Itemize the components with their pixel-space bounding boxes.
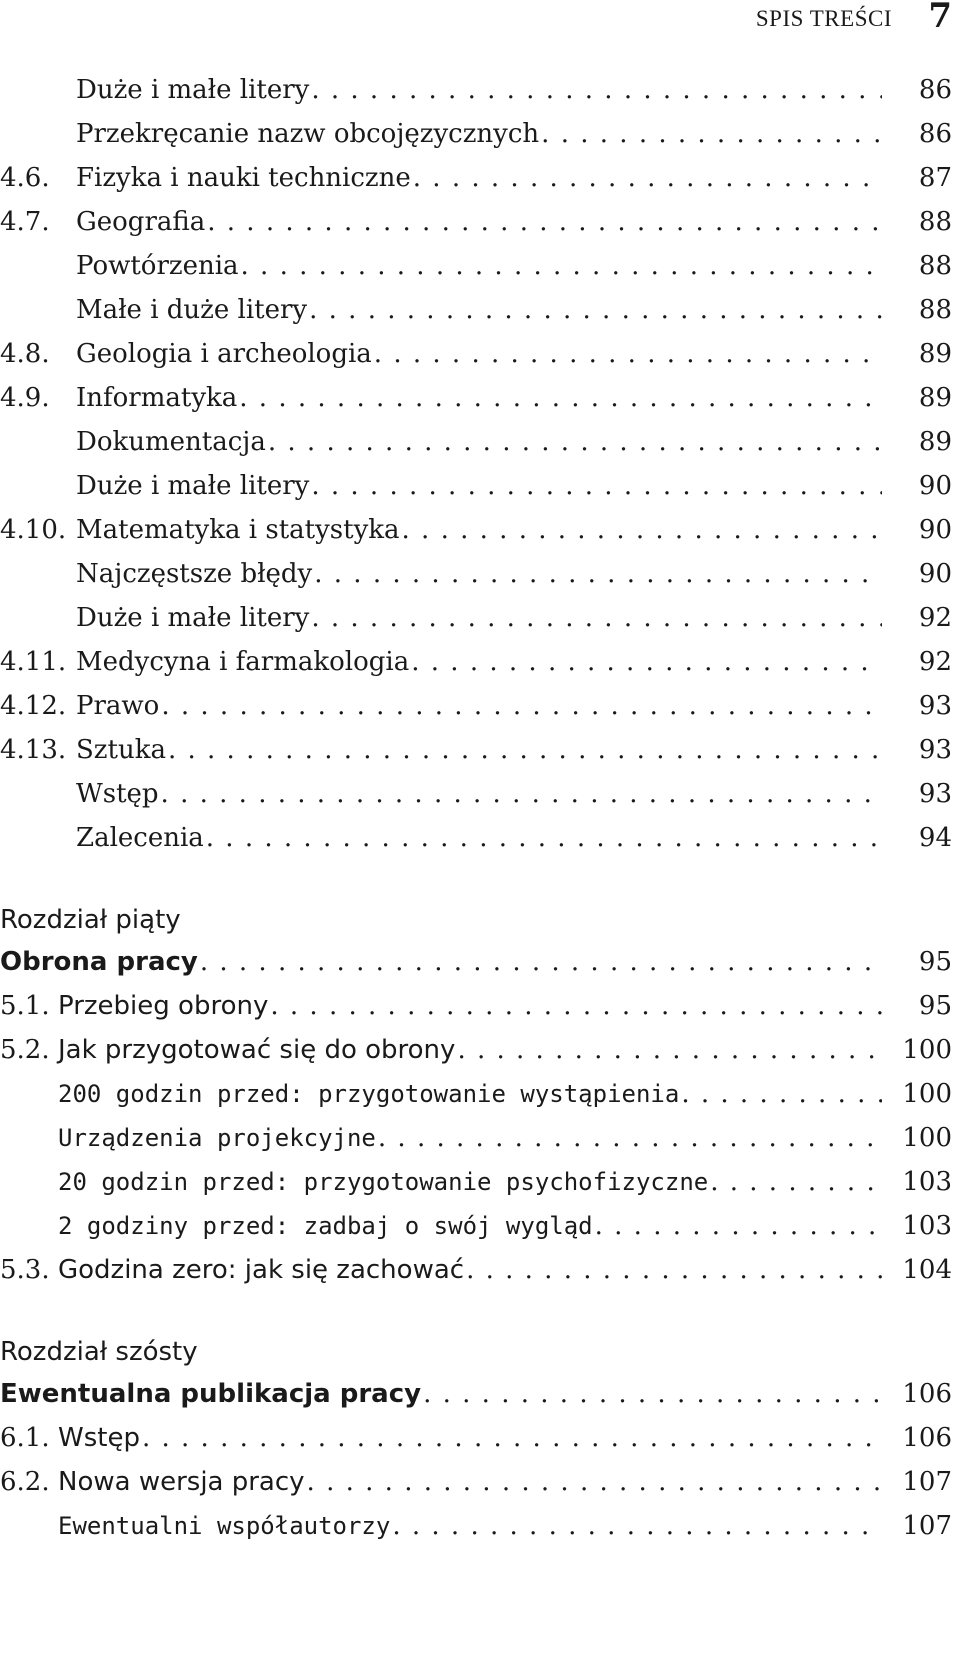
toc-entry-page: 92 [918, 603, 952, 633]
toc-section-chapter-5 [0, 984, 952, 1292]
toc-entry-title: Przekręcanie nazw obcojęzycznych [76, 119, 540, 149]
dot-leader [392, 1504, 882, 1548]
dot-leader [307, 1460, 882, 1504]
toc-entry-page: 88 [918, 251, 952, 281]
toc-entry-number: 6.1. [0, 1423, 50, 1453]
dot-leader [423, 1372, 882, 1416]
toc-entry[interactable] [0, 552, 952, 596]
toc-entry-page: 89 [918, 339, 952, 369]
toc-entry-title: Obrona pracy [0, 947, 198, 977]
toc-entry[interactable] [0, 772, 952, 816]
toc-entry-title: Małe i duże litery [76, 295, 308, 325]
toc-entry-page: 90 [918, 559, 952, 589]
dot-leader [142, 1416, 882, 1460]
toc-entry[interactable] [0, 156, 952, 200]
toc-entry-title: Wstęp [58, 1423, 140, 1453]
toc-entry-title: 20 godzin przed: przygotowanie psychofizyczne [58, 1168, 709, 1196]
toc-entry[interactable] [0, 112, 952, 156]
dot-leader [207, 200, 882, 244]
chapter-label: Rozdział piąty [0, 905, 181, 935]
toc-entry-page: 106 [902, 1423, 952, 1453]
toc-entry[interactable] [0, 508, 952, 552]
toc-entry[interactable] [0, 816, 952, 860]
dot-leader [311, 464, 882, 508]
toc-entry-title: Dokumentacja [76, 427, 266, 457]
toc-entry-number: 5.3. [0, 1255, 50, 1285]
toc-entry[interactable] [0, 596, 952, 640]
toc-chapter-title[interactable] [0, 1372, 952, 1416]
toc-entry[interactable] [0, 1248, 952, 1292]
toc-entry-page: 103 [902, 1167, 952, 1197]
toc-entry-page: 100 [902, 1079, 952, 1109]
dot-leader [309, 288, 882, 332]
toc-entry-title: 2 godziny przed: zadbaj o swój wygląd [58, 1212, 593, 1240]
toc-entry-page: 107 [902, 1511, 952, 1541]
toc-entry-title: Nowa wersja pracy [58, 1467, 305, 1497]
toc-entry-page: 95 [918, 947, 952, 977]
toc-entry-title: Geografia [76, 207, 206, 237]
toc-entry-page: 92 [918, 647, 952, 677]
toc-entry-number: 4.13. [0, 735, 67, 765]
toc-entry[interactable] [0, 1504, 952, 1548]
toc-entry-page: 93 [918, 779, 952, 809]
toc-entry[interactable] [0, 1204, 952, 1248]
toc-entry-page: 104 [902, 1255, 952, 1285]
toc-entry-page: 88 [918, 295, 952, 325]
toc-entry-page: 94 [918, 823, 952, 853]
toc-entry-number: 5.1. [0, 991, 50, 1021]
toc-entry[interactable] [0, 288, 952, 332]
toc-entry[interactable] [0, 464, 952, 508]
toc-chapter-title[interactable] [0, 940, 952, 984]
toc-entry-title: Godzina zero: jak się zachować [58, 1255, 465, 1285]
toc-entry-page: 95 [918, 991, 952, 1021]
dot-leader [311, 596, 882, 640]
dot-leader [595, 1204, 882, 1248]
toc-entry-title: Sztuka [76, 735, 166, 765]
toc-entry-title: Urządzenia projekcyjne [58, 1124, 376, 1152]
dot-leader [268, 420, 882, 464]
toc-entry[interactable] [0, 1160, 952, 1204]
dot-leader [241, 244, 882, 288]
toc-entry[interactable] [0, 332, 952, 376]
toc-entry-title: Informatyka [76, 383, 238, 413]
toc-entry-title: Prawo [76, 691, 160, 721]
toc-entry-page: 100 [902, 1123, 952, 1153]
toc-entry-title: Zalecenia [76, 823, 204, 853]
toc-entry-page: 93 [918, 735, 952, 765]
toc-entry-number: 4.8. [0, 339, 50, 369]
running-title: SPIS TREŚCI [755, 6, 892, 31]
toc-entry-page: 106 [902, 1379, 952, 1409]
toc-entry-title: Jak przygotować się do obrony [58, 1035, 456, 1065]
toc-entry[interactable] [0, 1116, 952, 1160]
page-number: 7 [928, 0, 952, 36]
toc-entry-title: Geologia i archeologia [76, 339, 372, 369]
toc-entry-page: 93 [918, 691, 952, 721]
dot-leader [161, 684, 882, 728]
toc-entry-page: 88 [918, 207, 952, 237]
toc-entry-title: Przebieg obrony [58, 991, 269, 1021]
dot-leader [466, 1248, 882, 1292]
dot-leader [270, 984, 882, 1028]
toc-entry-number: 4.9. [0, 383, 50, 413]
toc-section-chapter-6 [0, 1416, 952, 1548]
toc-entry[interactable] [0, 1460, 952, 1504]
toc-entry-number: 4.7. [0, 207, 50, 237]
dot-leader [681, 1072, 882, 1116]
toc-entry-number: 4.6. [0, 163, 50, 193]
toc-entry[interactable] [0, 68, 952, 112]
dot-leader [413, 156, 882, 200]
toc-entry-title: Wstęp [76, 779, 159, 809]
dot-leader [710, 1160, 882, 1204]
toc-entry-page: 86 [918, 119, 952, 149]
toc-entry[interactable] [0, 684, 952, 728]
dot-leader [168, 728, 882, 772]
toc-entry[interactable] [0, 728, 952, 772]
toc-entry-number: 4.11. [0, 647, 67, 677]
dot-leader [378, 1116, 882, 1160]
toc-entry-page: 103 [902, 1211, 952, 1241]
toc-entry-page: 89 [918, 383, 952, 413]
toc-entry-title: Matematyka i statystyka [76, 515, 400, 545]
toc-entry-number: 6.2. [0, 1467, 50, 1497]
toc-entry-title: 200 godzin przed: przygotowanie wystąpienia [58, 1080, 680, 1108]
toc-entry-page: 90 [918, 515, 952, 545]
toc-entry-page: 90 [918, 471, 952, 501]
toc-entry-title: Duże i małe litery [76, 471, 310, 501]
table-of-contents [0, 68, 952, 1548]
chapter-label: Rozdział szósty [0, 1337, 198, 1367]
toc-entry[interactable] [0, 1072, 952, 1116]
toc-entry-number: 5.2. [0, 1035, 50, 1065]
toc-entry[interactable] [0, 200, 952, 244]
toc-section-chapter-4 [0, 68, 952, 860]
toc-entry-page: 89 [918, 427, 952, 457]
toc-entry[interactable] [0, 1416, 952, 1460]
dot-leader [314, 552, 882, 596]
toc-entry-title: Powtórzenia [76, 251, 239, 281]
page-header [0, 0, 960, 50]
toc-entry-number: 4.12. [0, 691, 67, 721]
toc-entry-page: 107 [902, 1467, 952, 1497]
toc-entry[interactable] [0, 984, 952, 1028]
toc-entry[interactable] [0, 640, 952, 684]
toc-entry-title: Ewentualni współautorzy [58, 1512, 391, 1540]
toc-entry[interactable] [0, 376, 952, 420]
dot-leader [200, 940, 882, 984]
toc-entry[interactable] [0, 244, 952, 288]
toc-entry-title: Fizyka i nauki techniczne [76, 163, 411, 193]
dot-leader [206, 816, 882, 860]
dot-leader [311, 68, 882, 112]
toc-entry-title: Najczęstsze błędy [76, 559, 313, 589]
toc-entry-page: 87 [918, 163, 952, 193]
toc-entry-title: Duże i małe litery [76, 75, 310, 105]
toc-entry-title: Medycyna i farmakologia [76, 647, 410, 677]
toc-entry-title: Ewentualna publikacja pracy [0, 1379, 422, 1409]
toc-entry-page: 100 [902, 1035, 952, 1065]
dot-leader [457, 1028, 882, 1072]
dot-leader [239, 376, 882, 420]
dot-leader [402, 508, 882, 552]
dot-leader [161, 772, 882, 816]
toc-entry-title: Duże i małe litery [76, 603, 310, 633]
toc-entry[interactable] [0, 1028, 952, 1072]
toc-entry-number: 4.10. [0, 515, 67, 545]
toc-entry-page: 86 [918, 75, 952, 105]
dot-leader [374, 332, 882, 376]
dot-leader [541, 112, 882, 156]
toc-entry[interactable] [0, 420, 952, 464]
dot-leader [411, 640, 882, 684]
